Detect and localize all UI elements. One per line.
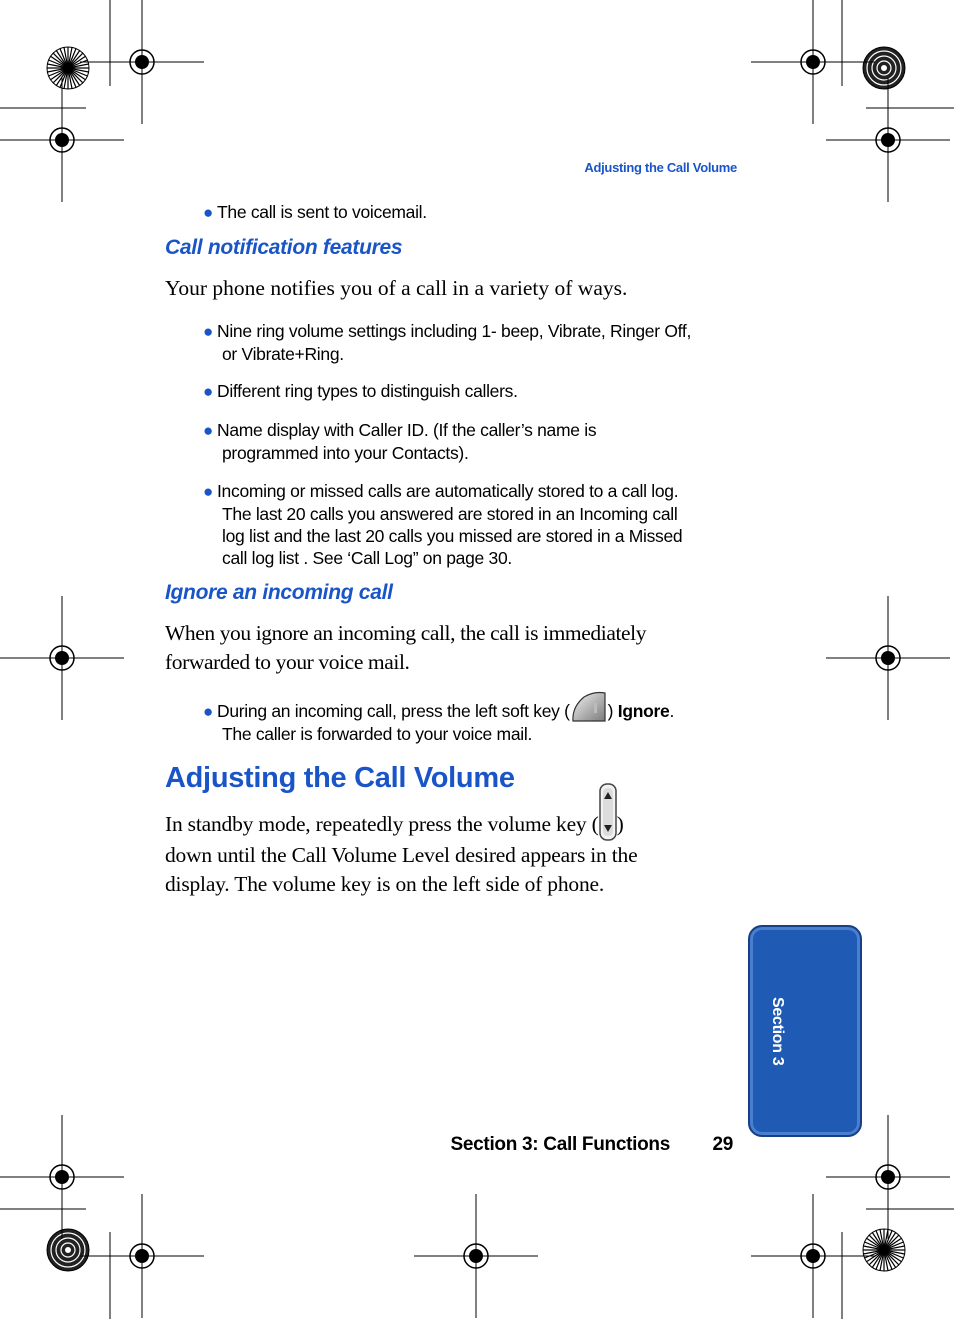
bullet-dot-icon: ● [203, 421, 213, 440]
page-number: 29 [712, 1134, 733, 1155]
starburst-target-icon [47, 1229, 89, 1271]
body-paragraph: In standby mode, repeatedly press the volume key ( ) down until the Call Volume Level desired appears in the display. The volume key is on the left side of phone. [165, 810, 755, 898]
registration-mark-icon [751, 0, 875, 124]
list-item: ● Name display with Caller ID. (If the caller’s name is programmed into your Contacts). [203, 420, 597, 463]
section-tab [748, 925, 862, 1137]
running-header: Adjusting the Call Volume [584, 160, 737, 175]
section-heading: Call notification features [165, 236, 403, 259]
list-item: ● During an incoming call, press the left soft key ( ) Ignore. The caller is forwarded to your voice mail. [203, 700, 748, 745]
page-title: Adjusting the Call Volume [165, 762, 515, 794]
bullet-dot-icon: ● [203, 203, 213, 222]
registration-mark-icon [0, 78, 124, 202]
list-item: ● Different ring types to distinguish callers. [203, 381, 518, 401]
list-item [203, 201, 427, 224]
section-heading: Ignore an incoming call [165, 581, 393, 604]
bullet-dot-icon: ● [203, 322, 213, 341]
registration-mark-icon [826, 78, 950, 202]
registration-mark-icon [751, 1194, 875, 1318]
section-tab-label: Section 3 [769, 997, 786, 1066]
starburst-target-icon [47, 47, 89, 89]
list-item: ● Incoming or missed calls are automatically stored to a call log. The last 20 calls you answered are stored in an Incoming call log list and the last 20 calls you missed are stored in a Missed call log list . See ‘Call Log” on page 30. [203, 481, 683, 568]
bullet-text: The call is sent to voicemail. [217, 202, 427, 222]
registration-mark-icon [414, 1194, 538, 1318]
body-paragraph: When you ignore an incoming call, the call is immediately forwarded to your voice mail. [165, 621, 647, 674]
registration-mark-icon [80, 0, 204, 124]
list-item: ● Nine ring volume settings including 1- beep, Vibrate, Ringer Off, or Vibrate+Ring. [203, 321, 692, 364]
footer-title: Section 3: Call Functions [450, 1134, 670, 1155]
registration-mark-icon [826, 596, 950, 720]
starburst-target-icon [863, 47, 905, 89]
bullet-dot-icon: ● [203, 482, 213, 501]
registration-mark-icon [0, 1115, 124, 1239]
registration-mark-icon [80, 1194, 204, 1318]
left-soft-key-icon [570, 691, 608, 723]
bullet-dot-icon: ● [203, 702, 213, 721]
bullet-dot-icon: ● [203, 382, 213, 401]
body-paragraph: Your phone notifies you of a call in a variety of ways. [165, 276, 628, 300]
registration-mark-icon [0, 596, 124, 720]
starburst-target-icon [863, 1229, 905, 1271]
volume-key-icon [599, 783, 617, 841]
